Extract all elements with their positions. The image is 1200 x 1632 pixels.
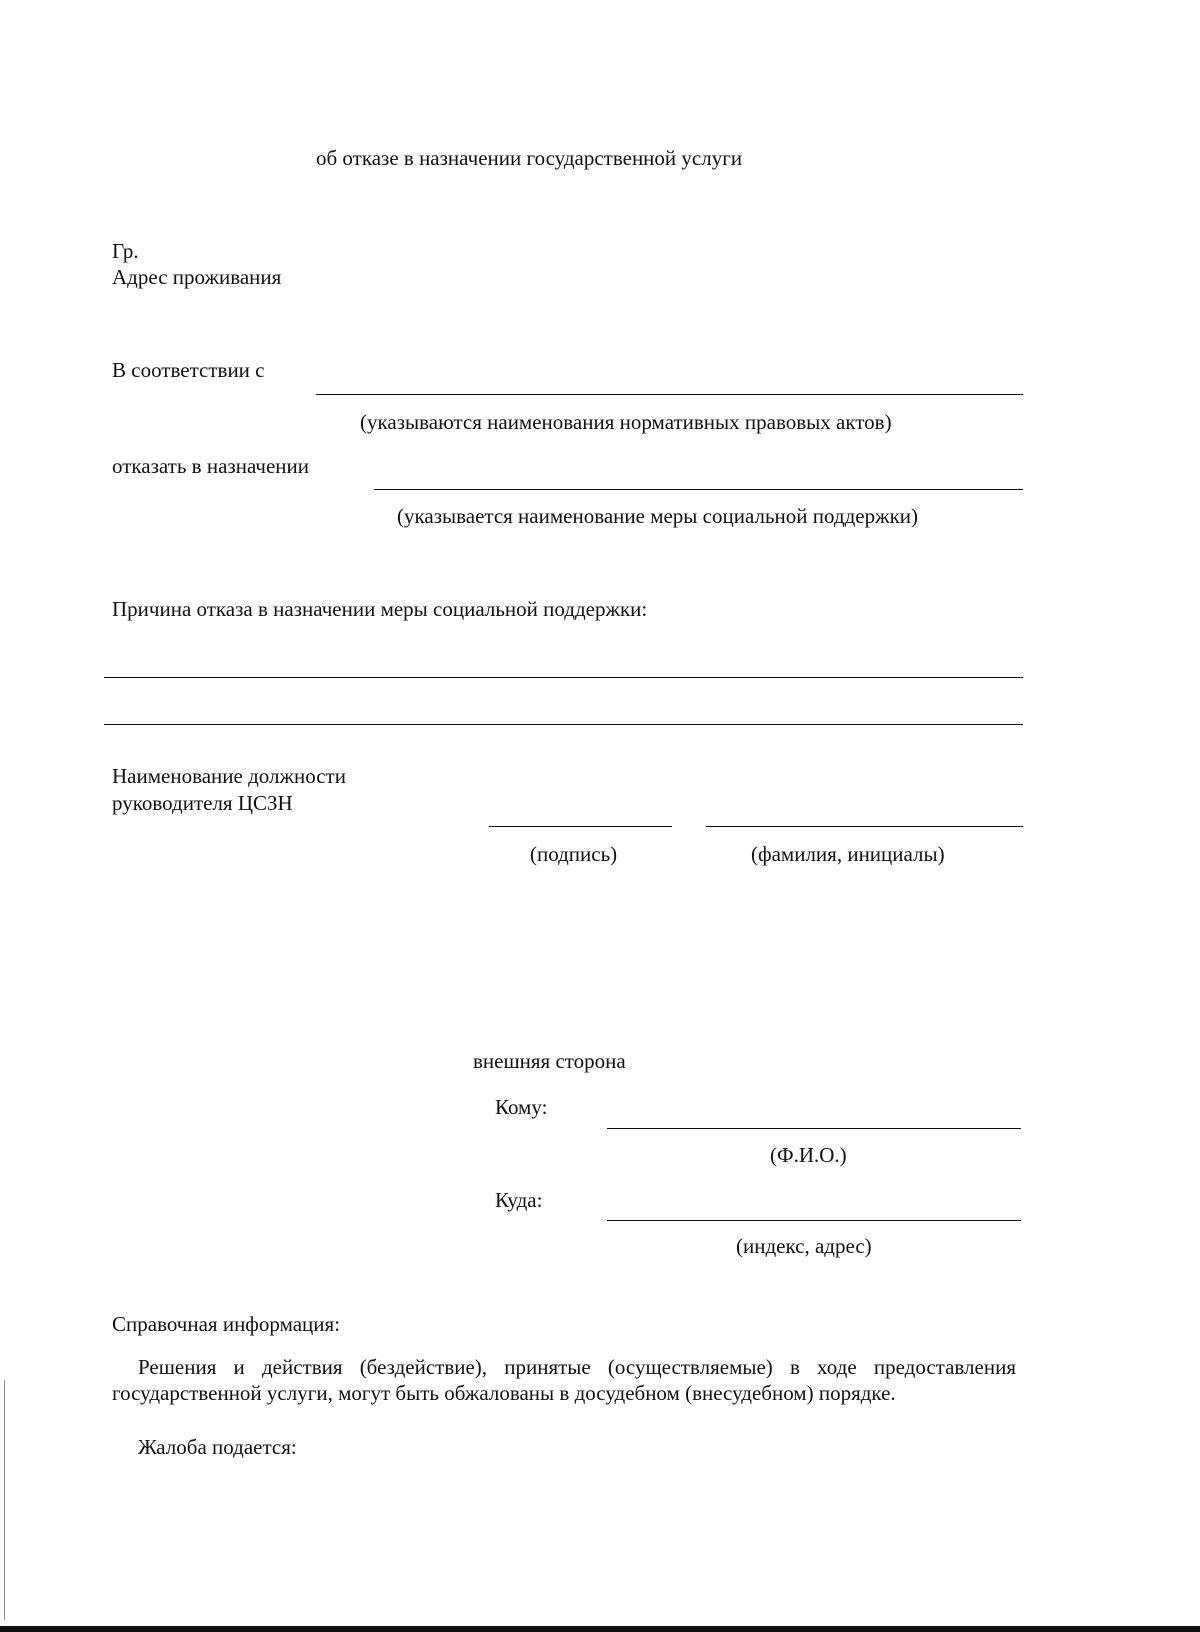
signature-line: [489, 826, 672, 827]
name-line: [706, 826, 1023, 827]
info-title: Справочная информация:: [112, 1312, 341, 1336]
name-caption: (фамилия, инициалы): [751, 842, 945, 866]
envelope-title: внешняя сторона: [473, 1049, 626, 1073]
complaint-label: Жалоба подается:: [138, 1435, 297, 1459]
position-label-line1: Наименование должности: [112, 764, 346, 788]
measure-fill-line: [374, 489, 1023, 490]
document-heading: об отказе в назначении государственной услуги: [316, 146, 743, 170]
where-fill-line: [607, 1220, 1021, 1221]
measure-caption: (указывается наименование меры социальной поддержки): [397, 504, 919, 528]
scan-bottom-bar: [0, 1626, 1200, 1632]
reason-line-2: [104, 724, 1023, 725]
where-label: Куда:: [495, 1188, 543, 1212]
citizen-label: Гр.: [112, 239, 139, 263]
reason-label: Причина отказа в назначении меры социальной поддержки:: [112, 597, 648, 621]
info-paragraph: Решения и действия (бездействие), принятые (осуществляемые) в ходе предоставления государственной услуги, могут быть обжалованы в досудебном (внесудебном) порядке.: [112, 1355, 1016, 1405]
to-label: Кому:: [495, 1095, 548, 1119]
address-label: Адрес проживания: [112, 265, 282, 289]
position-label-line2: руководителя ЦСЗН: [112, 791, 293, 815]
where-caption: (индекс, адрес): [736, 1234, 872, 1258]
signature-caption: (подпись): [530, 842, 618, 866]
refuse-label: отказать в назначении: [112, 454, 310, 478]
scan-edge-mark: [4, 1380, 5, 1620]
to-caption: (Ф.И.О.): [770, 1143, 847, 1167]
to-fill-line: [607, 1128, 1021, 1129]
reason-line-1: [104, 677, 1023, 678]
acts-fill-line: [316, 394, 1023, 395]
according-label: В соответствии с: [112, 358, 265, 382]
acts-caption: (указываются наименования нормативных правовых актов): [360, 410, 892, 434]
